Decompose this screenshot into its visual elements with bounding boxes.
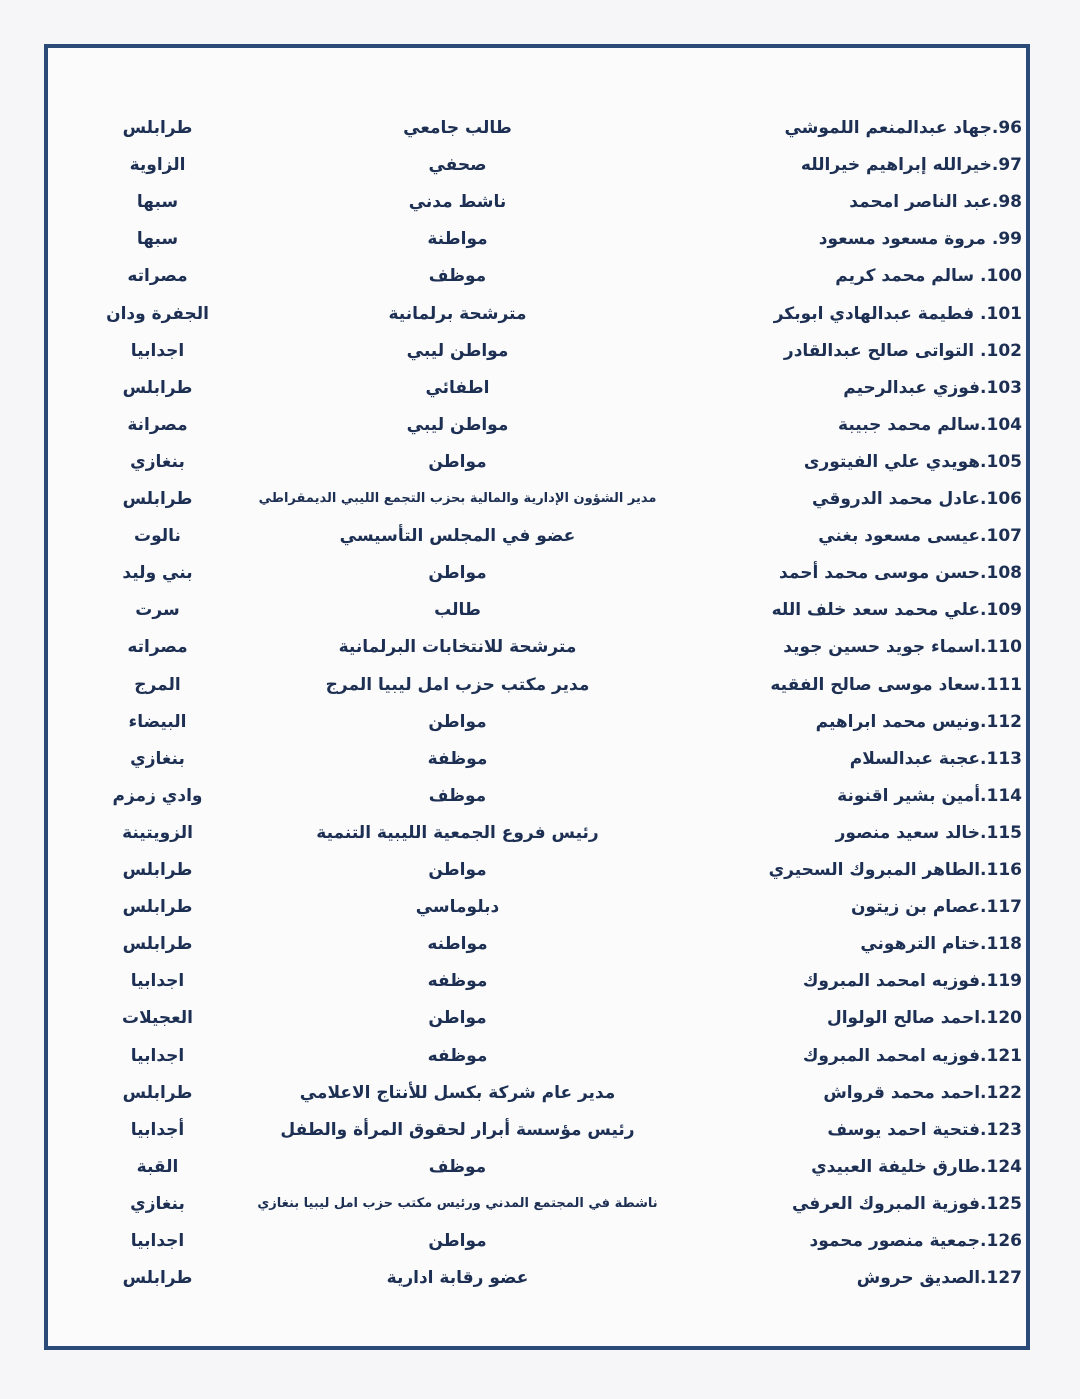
member-name: 121.فوزيه امحمد المبروك [802,1045,1022,1066]
member-role: مواطن [428,563,487,584]
member-city: بنغازي [130,451,185,472]
member-city: مصرانة [127,414,188,435]
member-role: ناشط مدني [408,192,507,213]
member-name: 102. التواتى صالح عبدالقادر [783,340,1022,361]
member-city: المرج [134,674,181,695]
member-name: 125.فوزية المبروك العرفي [791,1193,1022,1214]
list-item [0,1263,1080,1293]
member-city: نالوت [134,526,181,547]
list-item [0,261,1080,291]
member-role: ناشطة في المجتمع المدني ورئيس مكتب حزب امل ليبيا بنغازي [257,1195,658,1211]
member-role: اطفائي [425,377,490,398]
member-name: 109.علي محمد سعد خلف الله [771,600,1022,621]
member-city: القبة [136,1156,179,1177]
list-item [0,632,1080,662]
member-city: البيضاء [128,711,187,732]
list-item [0,855,1080,885]
member-name: 113.عجبة عبدالسلام [849,748,1022,769]
member-city: سبها [136,229,179,250]
list-item [0,818,1080,848]
list-item [0,299,1080,329]
member-role: موظفة [427,748,488,769]
list-item [0,410,1080,440]
member-city: مصراته [127,266,188,287]
list-item [0,966,1080,996]
member-city: طرابلس [122,934,193,955]
member-city: الزويتينة [122,822,193,843]
member-name: 116.الطاهر المبروك السحيري [768,860,1022,880]
member-city: بني وليد [122,563,193,584]
list-item [0,1003,1080,1033]
list-item [0,781,1080,811]
list-item [0,484,1080,514]
list-item [0,113,1080,143]
member-role: مدير عام شركة بكسل للأنتاج الاعلامي [299,1082,616,1103]
list-item [0,744,1080,774]
member-name: 107.عيسى مسعود بغني [818,526,1022,547]
member-city: مصراته [127,637,188,658]
member-role: رئيس مؤسسة أبرار لحقوق المرأة والطفل [280,1119,635,1140]
member-name: 124.طارق خليفة العبيدي [811,1156,1022,1177]
member-role: مواطن ليبي [406,340,509,361]
member-city: سبها [136,192,179,213]
member-role: مدير مكتب حزب امل ليبيا المرج [325,674,590,695]
member-name: 104.سالم محمد جبيبة [838,414,1022,435]
member-name: 112.ونيس محمد ابراهيم [815,711,1022,732]
list-item [0,892,1080,922]
member-name: 126.جمعية منصور محمود [809,1231,1022,1251]
member-city: طرابلس [122,1268,193,1289]
member-city: أجدابيا [130,1119,185,1140]
member-name: 122.احمد محمد قرواش [823,1082,1022,1103]
member-city: الزاوية [129,155,186,176]
member-city: وادي زمزم [112,785,203,806]
member-city: اجدابيا [130,340,185,361]
member-city: طرابلس [122,897,193,918]
member-city: طرابلس [122,860,193,880]
member-name: 114.أمين بشير اقنونة [837,785,1022,806]
member-role: موظف [428,1156,487,1177]
member-role: مواطن [428,1231,487,1251]
member-city: طرابلس [122,118,193,138]
member-name: 119.فوزيه امحمد المبروك [802,971,1022,992]
list-item [0,187,1080,217]
list-item [0,1152,1080,1182]
member-role: رئيس فروع الجمعية الليبية التنمية [316,822,599,843]
list-item [0,1189,1080,1219]
member-name: 103.فوزي عبدالرحيم [843,377,1022,398]
member-role: مواطنة [427,229,488,250]
member-role: مترشحة للانتخابات البرلمانية [338,637,577,658]
member-role: موظف [428,266,487,287]
member-role: صحفي [428,155,487,176]
member-city: اجدابيا [130,1231,185,1251]
member-name: 123.فتحية احمد يوسف [827,1119,1022,1140]
member-name: 101. فطيمة عبدالهادي ابوبكر [773,303,1022,324]
list-item [0,224,1080,254]
list-item [0,150,1080,180]
member-city: طرابلس [122,489,193,509]
member-city: الجفرة ودان [106,303,209,324]
member-role: دبلوماسي [415,897,500,918]
list-item [0,1078,1080,1108]
member-role: مدير الشؤون الإدارية والمالية بحزب التجمع الليبي الديمقراطي [258,491,657,506]
member-name: 115.خالد سعيد منصور [835,822,1022,843]
member-city: بنغازي [130,748,185,769]
member-name: 96.جهاد عبدالمنعم اللموشي [784,118,1022,138]
member-role: موظفه [427,1045,488,1066]
member-city: سرت [135,600,180,621]
member-role: عضو رقابة ادارية [386,1268,529,1289]
member-role: مواطن [428,1008,487,1029]
member-name: 105.هويدي علي الفيتورى [803,451,1022,472]
list-item [0,1115,1080,1145]
member-city: العجيلات [122,1008,193,1029]
member-name: 117.عصام بن زيتون [851,897,1022,918]
list-item [0,558,1080,588]
list-item [0,707,1080,737]
list-item [0,373,1080,403]
list-item [0,447,1080,477]
member-name: 106.عادل محمد الدروقي [812,489,1022,509]
member-name: 127.الصديق حروش [856,1268,1022,1289]
list-item [0,1041,1080,1071]
member-role: موظف [428,785,487,806]
member-city: بنغازي [130,1193,185,1214]
member-role: مواطن [428,711,487,732]
member-city: اجدابيا [130,1045,185,1066]
member-role: مواطن ليبي [406,414,509,435]
member-role: طالب [434,600,481,621]
member-name: 100. سالم محمد كريم [835,266,1022,287]
member-role: موظفه [427,971,488,992]
member-city: اجدابيا [130,971,185,992]
member-city: طرابلس [122,1082,193,1103]
member-name: 110.اسماء جويد حسين جويد [783,637,1022,658]
member-role: عضو في المجلس التأسيسي [339,526,576,547]
member-name: 118.ختام الترهوني [860,934,1022,955]
member-name: 120.احمد صالح الولوال [826,1008,1022,1029]
member-name: 108.حسن موسى محمد أحمد [779,563,1022,584]
list-item [0,929,1080,959]
member-name: 98.عبد الناصر امحمد [849,192,1022,213]
list-item [0,670,1080,700]
member-role: مواطن [428,860,487,880]
member-role: طالب جامعي [403,118,512,138]
member-role: مواطن [428,451,487,472]
member-role: مترشحة برلمانية [388,303,527,324]
list-item [0,521,1080,551]
member-name: 97.خيرالله إبراهيم خيرالله [800,155,1022,176]
list-item [0,1226,1080,1256]
list-item [0,595,1080,625]
member-role: مواطنه [427,934,488,955]
member-name: 111.سعاد موسى صالح الفقيه [770,674,1022,695]
member-name: 99. مروة مسعود مسعود [818,229,1022,250]
member-city: طرابلس [122,377,193,398]
list-item [0,336,1080,366]
